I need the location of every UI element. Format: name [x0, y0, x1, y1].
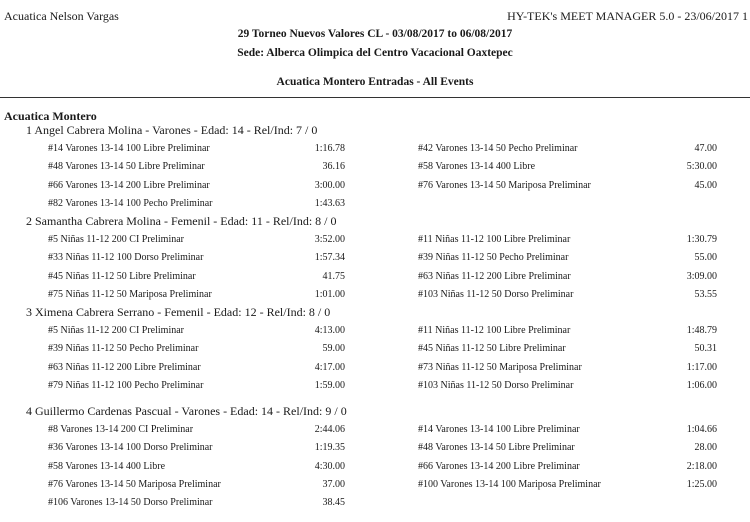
team-name: Acuatica Montero	[4, 109, 97, 123]
entry-time: 36.16	[322, 161, 345, 173]
event-name: #5 Niñas 11-12 200 CI Preliminar	[48, 234, 185, 245]
entry-time: 3:00.00	[314, 179, 345, 191]
meet-title: 29 Torneo Nuevos Valores CL - 03/08/2017 to 06/08/2017	[237, 28, 513, 40]
event-name: #8 Varones 13-14 200 CI Preliminar	[48, 424, 194, 435]
entry-time: 4:17.00	[314, 361, 345, 373]
entry-time: 1:57.34	[314, 252, 345, 264]
event-name: #5 Niñas 11-12 200 CI Preliminar	[48, 325, 185, 336]
event-name: #76 Varones 13-14 50 Mariposa Preliminar	[48, 478, 221, 490]
event-name: #11 Niñas 11-12 100 Libre Preliminar	[418, 325, 571, 336]
entry-time: 41.75	[322, 270, 345, 282]
event-name: #14 Varones 13-14 100 Libre Preliminar	[48, 143, 210, 154]
entry-time: 1:48.79	[686, 325, 717, 336]
entry-time: 55.00	[694, 252, 717, 264]
entry-time: 37.00	[322, 478, 345, 490]
header-divider	[0, 97, 750, 98]
event-name: #103 Niñas 11-12 50 Dorso Preliminar	[418, 288, 574, 300]
event-name: #14 Varones 13-14 100 Libre Preliminar	[418, 424, 580, 435]
report-title: Acuatica Montero Entradas - All Events	[276, 76, 474, 88]
event-name: #103 Niñas 11-12 50 Dorso Preliminar	[418, 379, 574, 391]
venue-title: Sede: Alberca Olimpica del Centro Vacacional Oaxtepec	[237, 47, 513, 59]
event-name: #73 Niñas 11-12 50 Mariposa Preliminar	[418, 361, 582, 373]
entry-time: 4:13.00	[314, 325, 345, 336]
entry-time: 1:17.00	[686, 361, 717, 373]
entry-time: 2:18.00	[686, 460, 717, 472]
event-name: #39 Niñas 11-12 50 Pecho Preliminar	[418, 252, 569, 264]
event-name: #63 Niñas 11-12 200 Libre Preliminar	[418, 270, 571, 282]
entry-time: 1:19.35	[314, 442, 345, 454]
event-name: #42 Varones 13-14 50 Pecho Preliminar	[418, 143, 578, 154]
entry-time: 3:09.00	[686, 270, 717, 282]
event-name: #66 Varones 13-14 200 Libre Preliminar	[48, 179, 210, 191]
swimmer-header: 4 Guillermo Cardenas Pascual - Varones - Edad: 14 - Rel/Ind: 9 / 0	[26, 404, 347, 418]
event-name: #39 Niñas 11-12 50 Pecho Preliminar	[48, 343, 199, 355]
swimmer-header: 2 Samantha Cabrera Molina - Femenil - Edad: 11 - Rel/Ind: 8 / 0	[26, 214, 337, 228]
swimmer-header: 3 Ximena Cabrera Serrano - Femenil - Edad: 12 - Rel/Ind: 8 / 0	[26, 305, 331, 319]
software-version: HY-TEK's MEET MANAGER 5.0 - 23/06/2017 1	[507, 9, 748, 23]
event-name: #33 Niñas 11-12 100 Dorso Preliminar	[48, 252, 204, 264]
entry-time: 38.45	[322, 497, 345, 509]
entry-time: 1:01.00	[314, 288, 345, 300]
entry-time: 1:43.63	[314, 197, 345, 209]
event-name: #45 Niñas 11-12 50 Libre Preliminar	[418, 343, 566, 355]
entry-time: 1:30.79	[686, 234, 717, 245]
entry-time: 1:59.00	[314, 379, 345, 391]
entry-time: 47.00	[694, 143, 717, 154]
event-name: #66 Varones 13-14 200 Libre Preliminar	[418, 460, 580, 472]
entry-time: 1:06.00	[686, 379, 717, 391]
event-name: #75 Niñas 11-12 50 Mariposa Preliminar	[48, 288, 212, 300]
entry-time: 2:44.06	[314, 424, 345, 435]
entry-time: 1:16.78	[314, 143, 345, 154]
event-name: #48 Varones 13-14 50 Libre Preliminar	[48, 161, 205, 173]
entry-time: 4:30.00	[314, 460, 345, 472]
event-name: #79 Niñas 11-12 100 Pecho Preliminar	[48, 379, 204, 391]
event-name: #36 Varones 13-14 100 Dorso Preliminar	[48, 442, 213, 454]
entry-time: 1:25.00	[686, 478, 717, 490]
entry-time: 50.31	[694, 343, 717, 355]
event-name: #45 Niñas 11-12 50 Libre Preliminar	[48, 270, 196, 282]
event-name: #58 Varones 13-14 400 Libre	[48, 460, 166, 472]
entry-time: 28.00	[694, 442, 717, 454]
event-name: #82 Varones 13-14 100 Pecho Preliminar	[48, 197, 213, 209]
swimmer-header: 1 Angel Cabrera Molina - Varones - Edad: 14 - Rel/Ind: 7 / 0	[26, 123, 318, 137]
entry-time: 1:04.66	[686, 424, 717, 435]
event-name: #106 Varones 13-14 50 Dorso Preliminar	[48, 497, 213, 509]
entry-time: 5:30.00	[686, 161, 717, 173]
event-name: #63 Niñas 11-12 200 Libre Preliminar	[48, 361, 201, 373]
entry-time: 3:52.00	[314, 234, 345, 245]
event-name: #100 Varones 13-14 100 Mariposa Preliminar	[418, 478, 601, 490]
entry-time: 59.00	[322, 343, 345, 355]
event-name: #11 Niñas 11-12 100 Libre Preliminar	[418, 234, 571, 245]
club-name: Acuatica Nelson Vargas	[4, 9, 119, 23]
event-name: #76 Varones 13-14 50 Mariposa Preliminar	[418, 179, 591, 191]
entry-time: 45.00	[694, 179, 717, 191]
event-name: #48 Varones 13-14 50 Libre Preliminar	[418, 442, 575, 454]
event-name: #58 Varones 13-14 400 Libre	[418, 161, 536, 173]
entry-time: 53.55	[694, 288, 717, 300]
